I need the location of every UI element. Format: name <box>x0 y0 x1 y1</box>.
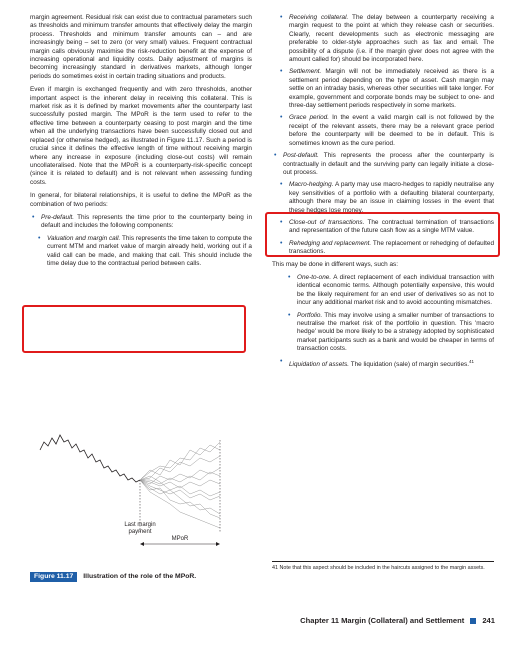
page-footer <box>245 616 495 625</box>
bullet-receiving-collateral <box>278 14 494 64</box>
bullet-one-to-one <box>286 274 494 308</box>
term: Rehedging and replacement. <box>289 239 372 247</box>
page-number: 241 <box>482 616 495 625</box>
bullet-settlement <box>278 68 494 110</box>
mpor-label: MPoR <box>171 536 189 542</box>
term: Portfolio. <box>297 311 323 319</box>
figure-caption <box>30 572 252 582</box>
paragraph: margin agreement. Residual risk can exist due to contractual parameters such as thresholds and minimum transfer amounts that effectively delay the margin process. Thresholds and minimum transfer amounts can – and are increasingly being – set to zero (or very small) values. Frequent contractual margin calls obviously maximise the risk-reduction benefit at the expense of increasing operational and liquidity costs. Daily adjustment of margins is becoming increasingly standard in derivatives markets, although longer periods do sometimes exist in certain trading situations and products. <box>30 14 252 80</box>
bullet-valuation <box>36 235 252 269</box>
term: Macro-hedging. <box>289 181 334 189</box>
bullet-rehedging <box>278 240 494 257</box>
term: Valuation and margin call. <box>47 234 121 242</box>
bullet-portfolio <box>286 312 494 354</box>
bullet-pre-default <box>30 214 252 231</box>
bullet-macro-hedging <box>278 181 494 215</box>
term: One-to-one. <box>297 273 332 281</box>
left-column <box>30 14 252 272</box>
bullet-text: The liquidation (sale) of margin securities. <box>349 360 469 368</box>
footnote-ref[interactable]: 41 <box>469 358 475 364</box>
caption-text: Illustration of the role of the MPoR. <box>83 573 197 580</box>
mpor-illustration <box>30 420 252 560</box>
paragraph: This may be done in different ways, such as: <box>272 260 398 268</box>
bullet-text: This may involve using a smaller number of transactions to neutralise the market risk of the portfolio in question. This 'macro hedge' would be more likely to be a strategy adopted by sophisticated market participants such as a bank and would be cheaper in terms of transaction costs. <box>297 311 494 353</box>
square-icon <box>470 618 476 624</box>
bullet-text: This represents the process after the counterparty is contractually in default and the surviving party can legally initiate a close-out process. <box>283 152 494 176</box>
bullet-text: A direct replacement of each individual transaction with identical economic terms. Although potentially expensive, this would be the likely requirement for an end user of derivatives so as not to incur any additional market risk and to avoid accounting mismatches. <box>297 273 494 307</box>
paragraph: In general, for bilateral relationships, it is useful to define the MPoR as the combination of two periods: <box>30 192 252 208</box>
term: Post-default. <box>283 152 319 160</box>
exposure-path <box>40 435 140 482</box>
last-margin-label: Last margin <box>124 522 156 528</box>
term: Pre-default. <box>41 213 75 221</box>
mpor-figure <box>30 420 252 560</box>
term: Settlement. <box>289 68 322 76</box>
mpor-arrow-head-right <box>216 542 220 546</box>
bullet-text: A party may use macro-hedges to rapidly neutralise any key sensitivities of a portfolio with a defaulting bilateral counterparty, although there may be an issue in claiming losses in the event that these hedges lose money. <box>289 181 494 214</box>
last-margin-label-2: payment <box>128 529 152 535</box>
footnote: 41 Note that this aspect should be included in the haircuts assigned to the margin assets. <box>272 561 494 572</box>
bullet-grace-period <box>278 114 494 148</box>
term: Liquidation of assets. <box>289 360 350 368</box>
term: Close-out of transactions. <box>289 218 365 226</box>
bullet-post-default <box>272 152 494 177</box>
term: Receiving collateral. <box>289 14 349 21</box>
bullet-text: Margin will not be immediately received as there is a settlement period depending on the type of asset. Cash margin may settle on an intraday basis, whereas other securities will take longer. For example, government and corporate bonds may be subject to one- and three-day settlement periods respectively in some markets. <box>289 68 494 110</box>
bullet-text: This represents the time prior to the counterparty being in default and includes the following components: <box>41 213 252 230</box>
bullet-close-out <box>278 219 494 236</box>
chapter-title: Chapter 11 Margin (Collateral) and Settlement <box>300 616 465 625</box>
bullet-text: This represents the time taken to compute the current MTM and market value of margin already held, working out if a valid call can be made, and making that call. This should include the time delay due to the contractual period between calls. <box>47 234 252 267</box>
term: Grace period. <box>289 114 330 122</box>
bullet-text: In the event a valid margin call is not followed by the receipt of the relevant assets, there may be a relevant grace period before the counterparty will be deemed to be in default. This is sometimes known as the cure period. <box>289 114 495 147</box>
highlight-box-pre-default <box>22 305 246 353</box>
paragraph: Even if margin is exchanged frequently and with zero thresholds, another important aspect is the inherent delay in receiving this collateral. This is market risk as it is defined by market movements after the counterparty last successfully posted margin. The MPoR is the term used to refer to the effective time between a counterparty ceasing to post margin and the time when all the underlying transactions have been successfully closed out and replaced (or otherwise hedged), as illustrated in Figure 11.17. Such a period is crucial since it defines the effective length of time without receiving margin where any increase in exposure (including close-out costs) will remain uncollateralised. Note that the MPoR is a counterparty-risk-specific concept (since it is related to default) and is not relevant when assessing funding costs. <box>30 86 252 186</box>
simulated-paths <box>140 442 220 528</box>
bullet-text: The contractual termination of transactions and representation of the future cash flow as a single MTM value. <box>289 218 495 235</box>
mpor-arrow-head-left <box>140 542 144 546</box>
bullet-text: The replacement or rehedging of defaulted transactions. <box>289 239 495 256</box>
figure-tag: Figure 11.17 <box>30 572 77 582</box>
right-column <box>272 14 494 373</box>
bullet-text: The delay between a counterparty receiving a margin request to the point at which they release cash or securities. Clearly, recent developments such as electronic messaging are preferable to older-style approaches such as fax and email. The possibility of a dispute (i.e. if the margin giver does not agree with the amount called for) should be incorporated here. <box>289 14 494 64</box>
bullet-liquidation <box>278 358 494 370</box>
